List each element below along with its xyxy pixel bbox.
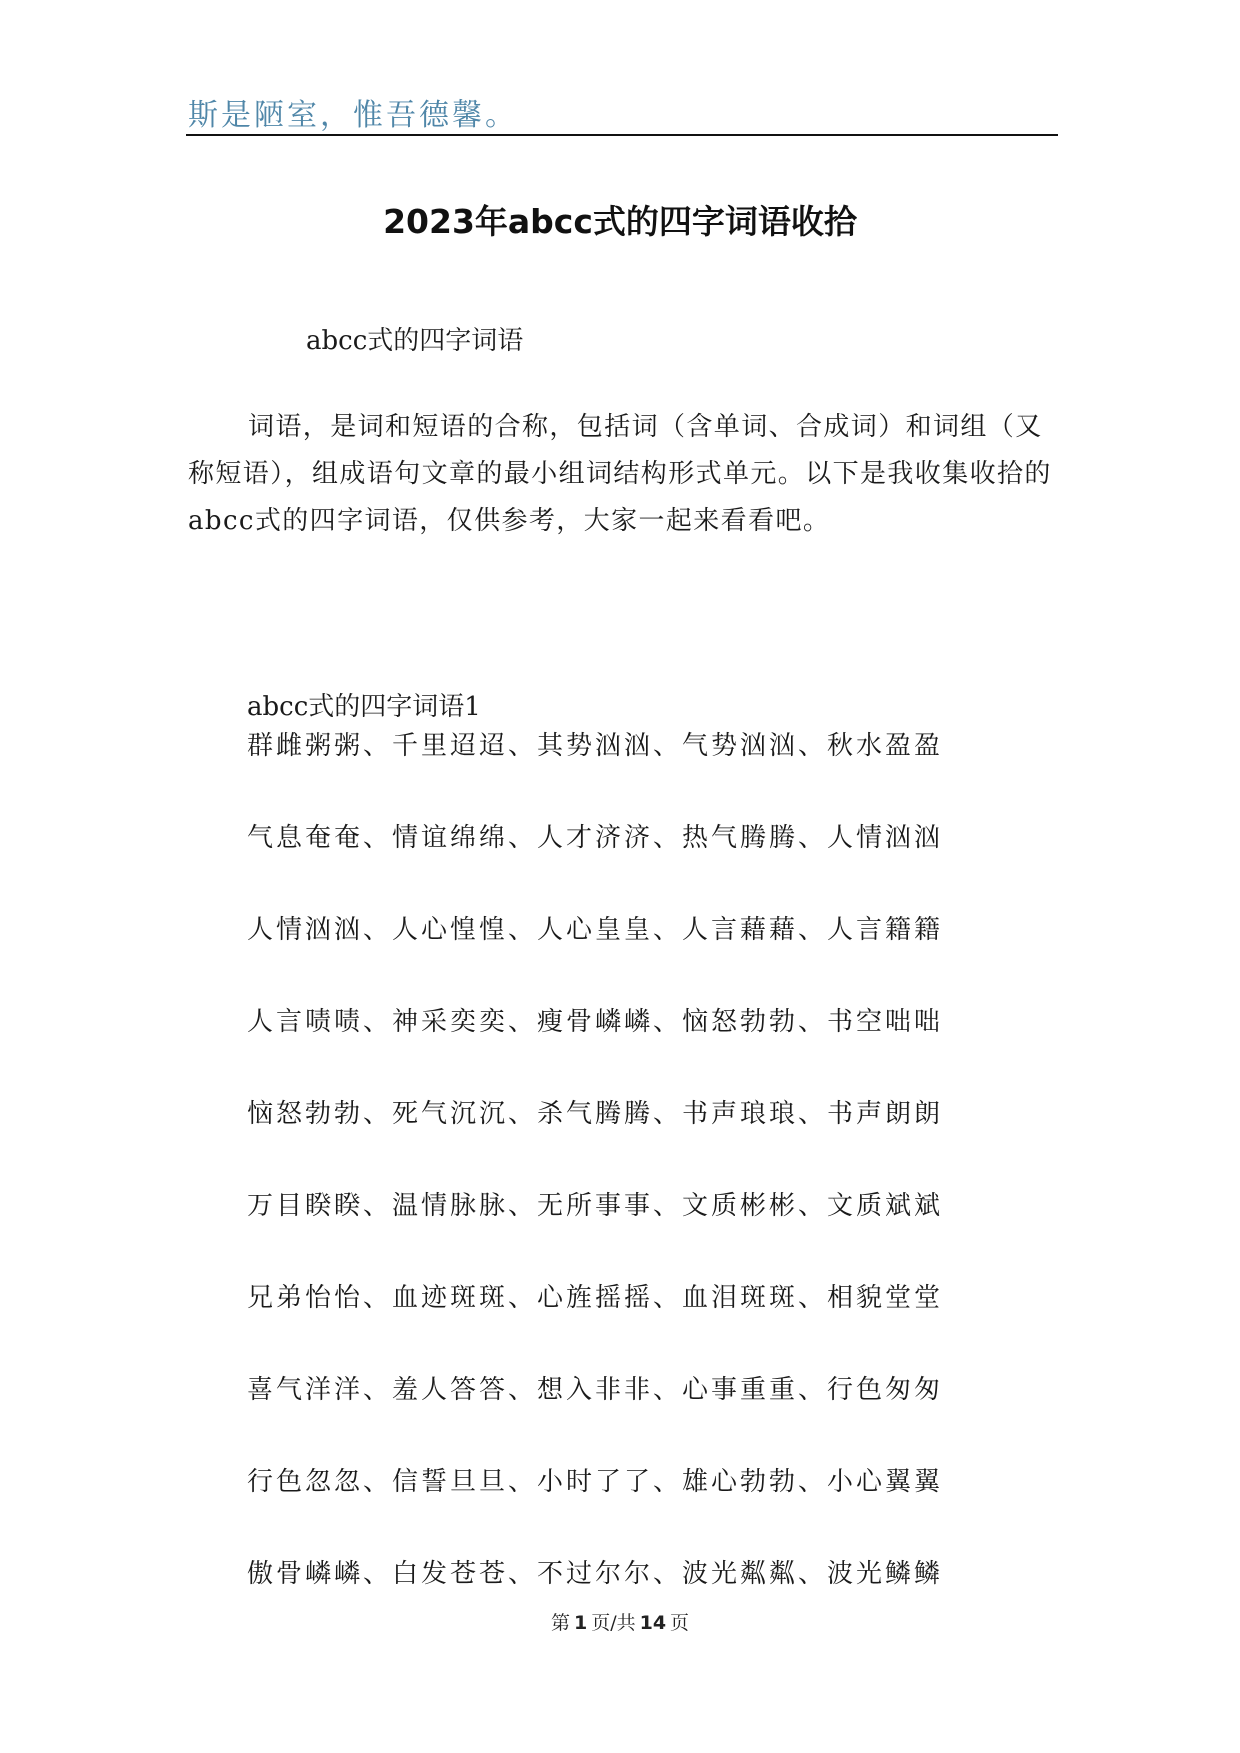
footer-suffix: 页: [670, 1612, 690, 1634]
document-title: 2023年abcc式的四字词语收拾: [383, 202, 857, 241]
intro-paragraph: 词语，是词和短语的合称，包括词（含单词、合成词）和词组（又称短语），组成语句文章的最小组词结构形式单元。以下是我收集收拾的abcc式的四字词语，仅供参考，大家一起来看看吧。: [188, 412, 1052, 536]
word-row: 万目睽睽、温情脉脉、无所事事、文质彬彬、文质斌斌: [247, 1191, 944, 1221]
word-row: 恼怒勃勃、死气沉沉、杀气腾腾、书声琅琅、书声朗朗: [247, 1099, 944, 1129]
section-heading: abcc式的四字词语1: [247, 692, 481, 722]
word-row: 人情汹汹、人心惶惶、人心皇皇、人言藉藉、人言籍籍: [247, 915, 944, 945]
word-row: 人言啧啧、神采奕奕、瘦骨嶙嶙、恼怒勃勃、书空咄咄: [247, 1007, 944, 1037]
header-motto: 斯是陋室，惟吾德馨。: [188, 98, 518, 133]
total-page-count: 14: [639, 1612, 667, 1634]
word-row: 兄弟怡怡、血迹斑斑、心旌摇摇、血泪斑斑、相貌堂堂: [247, 1283, 944, 1313]
footer-middle: 页/共: [591, 1612, 636, 1634]
word-list: [247, 730, 943, 1650]
word-row: 喜气洋洋、羞人答答、想入非非、心事重重、行色匆匆: [247, 1375, 944, 1405]
word-row: 气息奄奄、情谊绵绵、人才济济、热气腾腾、人情汹汹: [247, 823, 944, 853]
page-footer: [0, 1608, 1240, 1635]
word-row: 傲骨嶙嶙、白发苍苍、不过尔尔、波光粼粼、波光鳞鳞: [247, 1559, 944, 1589]
current-page-number: 1: [573, 1612, 588, 1634]
footer-prefix: 第: [550, 1612, 570, 1634]
document-subheading: abcc式的四字词语: [306, 326, 524, 356]
word-row: 群雌粥粥、千里迢迢、其势汹汹、气势汹汹、秋水盈盈: [247, 731, 944, 761]
word-row: 行色忽忽、信誓旦旦、小时了了、雄心勃勃、小心翼翼: [247, 1467, 944, 1497]
header-divider: [186, 134, 1058, 136]
